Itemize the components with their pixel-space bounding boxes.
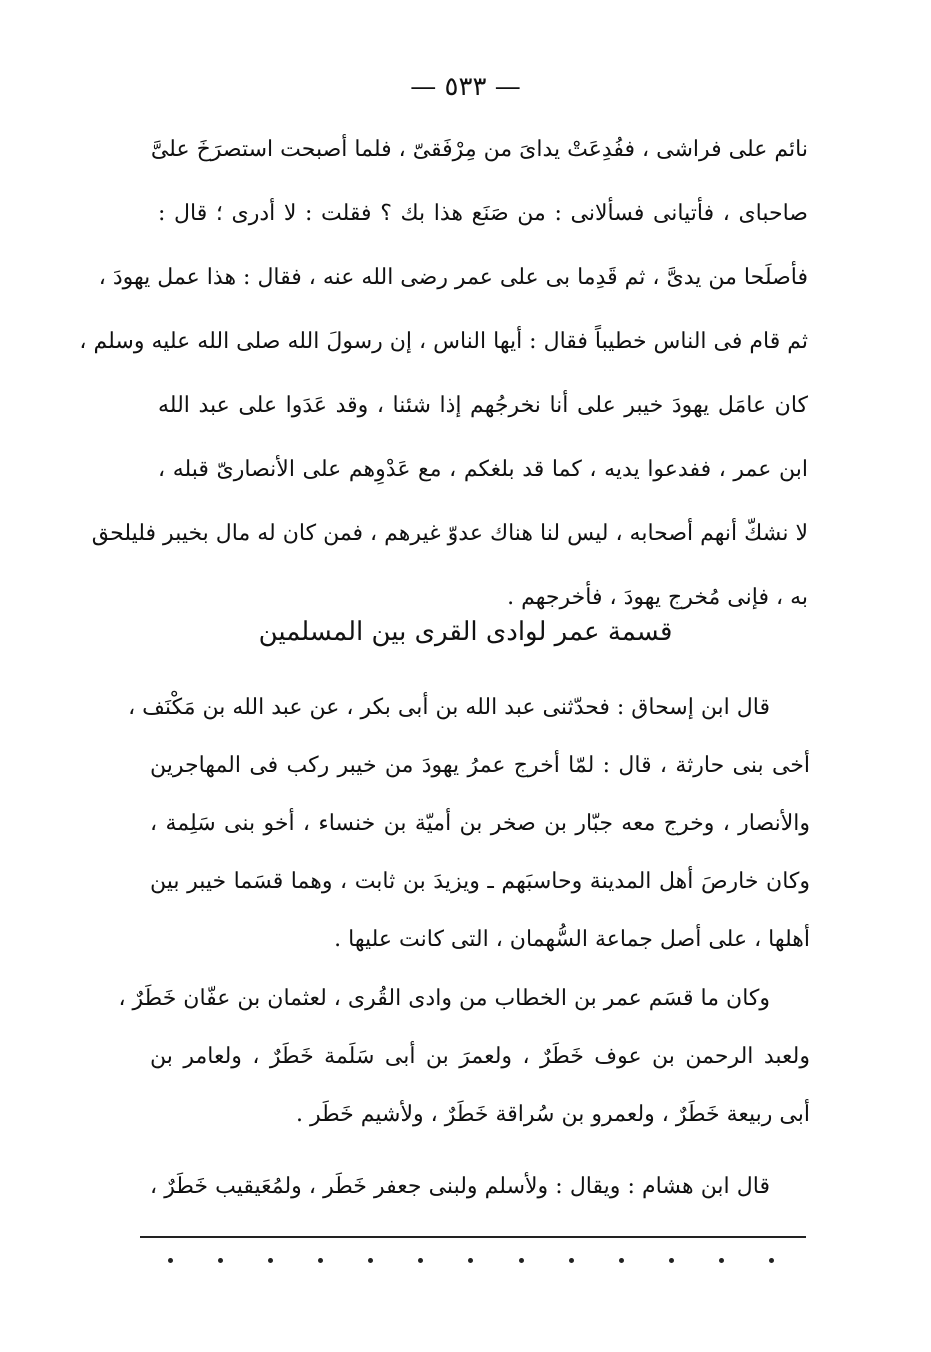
footer-dot (569, 1258, 574, 1263)
paragraph-4 (150, 1176, 810, 1216)
footer-dot (368, 1258, 373, 1263)
section-heading: قسمة عمر لوادى القرى بين المسلمين (258, 617, 673, 647)
text-line: قال ابن إسحاق : فحدّثنى عبد الله بن أبى بكر ، عن عبد الله بن مَكْنَف ، (128, 695, 770, 720)
text-line: فأصلَحا من يدىَّ ، ثم قَدِما بى على عمر رضى الله عنه ، فقال : هذا عمل يهودَ ، (98, 265, 808, 290)
page-number: — ٥٣٣ — (410, 72, 521, 102)
paragraph-2 (128, 695, 810, 987)
footer-dot (619, 1258, 624, 1263)
footer-dot (218, 1258, 223, 1263)
footer-dots (168, 1258, 774, 1263)
footer-dot (519, 1258, 524, 1263)
text-line: أهلها ، على أصل جماعة السُّهمان ، التى كانت عليها . (334, 927, 810, 952)
footer-dot (418, 1258, 423, 1263)
footer-dot (168, 1258, 173, 1263)
paragraph-3 (118, 986, 810, 1162)
footer-dot (268, 1258, 273, 1263)
footer-rule (140, 1236, 806, 1238)
text-line: صاحباى ، فأتيانى فسألانى : من صَنَع هذا بك ؟ فقلت : لا أدرى ؛ قال : (158, 201, 808, 226)
footer-dot (468, 1258, 473, 1263)
text-line: ثم قام فى الناس خطيباً فقال : أيها الناس ، إن رسولَ الله صلى الله عليه وسلم ، (79, 329, 808, 354)
footer-dot (318, 1258, 323, 1263)
footer-dot (719, 1258, 724, 1263)
text-line: ابن عمر ، ففدعوا يديه ، كما قد بلغكم ، مع عَدْوِهم على الأنصارىّ قبله ، (158, 457, 808, 482)
text-line: لا نشكّ أنهم أصحابه ، ليس لنا هناك عدوّ غيرهم ، فمن كان له مال بخيبر فليلحق (91, 521, 808, 546)
text-line: وكان ما قسَم عمر بن الخطاب من وادى القُرى ، لعثمان بن عفّان خَطَرٌ ، (118, 986, 770, 1011)
text-line: أبى ربيعة خَطَرٌ ، ولعمرو بن سُراقة خَطَرٌ ، ولأشيم خَطَر . (295, 1102, 810, 1127)
text-line: وكان خارصَ أهل المدينة وحاسبَهم ـ ويزيدَ بن ثابت ، وهما قسَما خيبر بين (150, 869, 810, 894)
text-line: نائم على فراشى ، ففُدِعَتْ يداىَ من مِرْفَقىّ ، فلما أصبحت استصرَخَ علىَّ (150, 137, 808, 162)
text-line: ولعبد الرحمن بن عوف خَطَرٌ ، ولعمرَ بن أبى سَلَمة خَطَرٌ ، ولعامر بن (150, 1044, 810, 1069)
paragraph-1 (79, 137, 808, 651)
text-line: قال ابن هشام : ويقال : ولأسلم ولبنى جعفر خَطَر ، ولمُعَيقيب خَطَرٌ ، (150, 1174, 770, 1199)
text-line: به ، فإنى مُخرج يهودَ ، فأخرجهم . (507, 585, 808, 610)
text-line: كان عامَل يهودَ خيبر على أنا نخرجُهم إذا شئنا ، وقد عَدَوا على عبد الله (158, 393, 808, 418)
text-line: أخى بنى حارثة ، قال : لمّا أخرج عمرُ يهودَ من خيبر ركب فى المهاجرين (150, 753, 810, 778)
footer-dot (769, 1258, 774, 1263)
footer-dot (669, 1258, 674, 1263)
text-line: والأنصار ، وخرج معه جبّار بن صخر بن أميّة بن خنساء ، أخو بنى سَلِمة ، (150, 811, 810, 836)
